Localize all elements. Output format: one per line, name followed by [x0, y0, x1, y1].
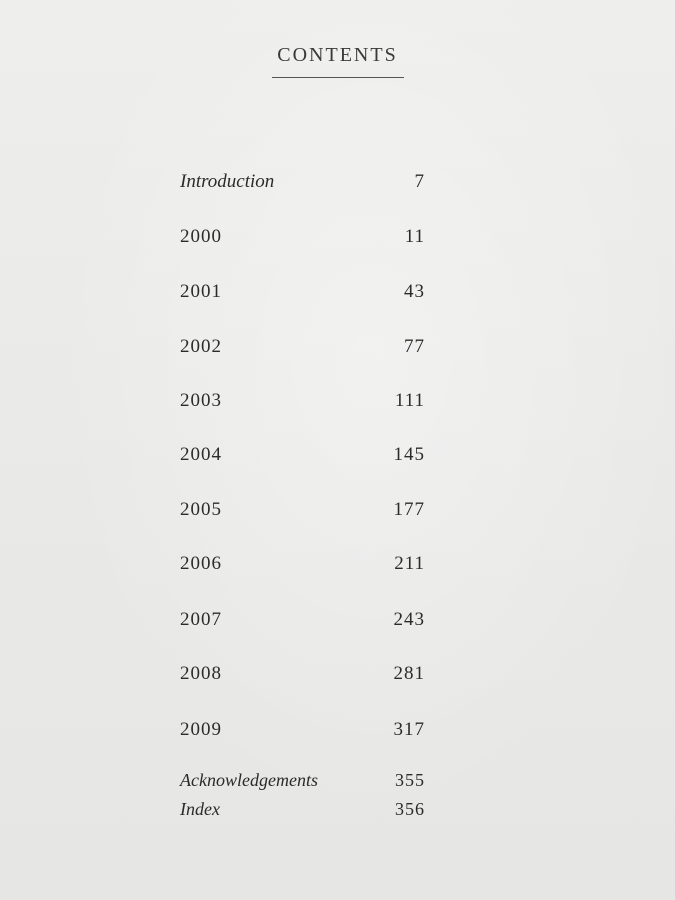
toc-entry-page: 177: [393, 499, 425, 520]
toc-entry-page: 11: [404, 226, 425, 247]
toc-entry-label: Acknowledgements: [180, 770, 318, 790]
toc-entry-label: 2002: [180, 336, 222, 357]
toc-entry-2005: [180, 499, 425, 525]
toc-entry-label: 2009: [180, 719, 222, 740]
toc-entry-page: 111: [394, 390, 425, 411]
toc-entry-2001: [180, 281, 425, 307]
toc-entry-label: 2003: [180, 390, 222, 411]
toc-entry-label: 2004: [180, 444, 222, 465]
toc-entry-label: 2001: [180, 281, 222, 302]
toc-entry-page: 145: [393, 444, 425, 465]
toc-entry-2000: [180, 226, 425, 252]
toc-entry-page: 317: [393, 719, 425, 740]
toc-entry-2008: [180, 663, 425, 689]
toc-entry-page: 243: [393, 609, 425, 630]
contents-heading: CONTENTS: [277, 44, 398, 66]
toc-entry-page: 7: [414, 171, 425, 192]
toc-entry-index: [180, 799, 425, 825]
toc-entry-label: 2007: [180, 609, 222, 630]
toc-entry-page: 356: [395, 799, 425, 819]
toc-entry-page: 281: [393, 663, 425, 684]
toc-entry-2002: [180, 336, 425, 362]
toc-entry-page: 211: [394, 553, 425, 574]
toc-entry-introduction: [180, 171, 425, 197]
toc-entry-2003: [180, 390, 425, 416]
toc-entry-2004: [180, 444, 425, 470]
toc-entry-label: Index: [180, 799, 220, 819]
toc-entry-label: 2000: [180, 226, 222, 247]
toc-entry-label: Introduction: [180, 171, 275, 192]
heading-underline: [272, 77, 404, 78]
toc-entry-acknowledgements: [180, 770, 425, 796]
toc-entry-label: 2005: [180, 499, 222, 520]
toc-entry-2007: [180, 609, 425, 635]
toc-entry-2009: [180, 719, 425, 745]
toc-entry-label: 2006: [180, 553, 222, 574]
toc-entry-page: 43: [404, 281, 425, 302]
toc-entry-label: 2008: [180, 663, 222, 684]
toc-entry-page: 355: [395, 770, 425, 790]
toc-entry-2006: [180, 553, 425, 579]
toc-entry-page: 77: [404, 336, 425, 357]
